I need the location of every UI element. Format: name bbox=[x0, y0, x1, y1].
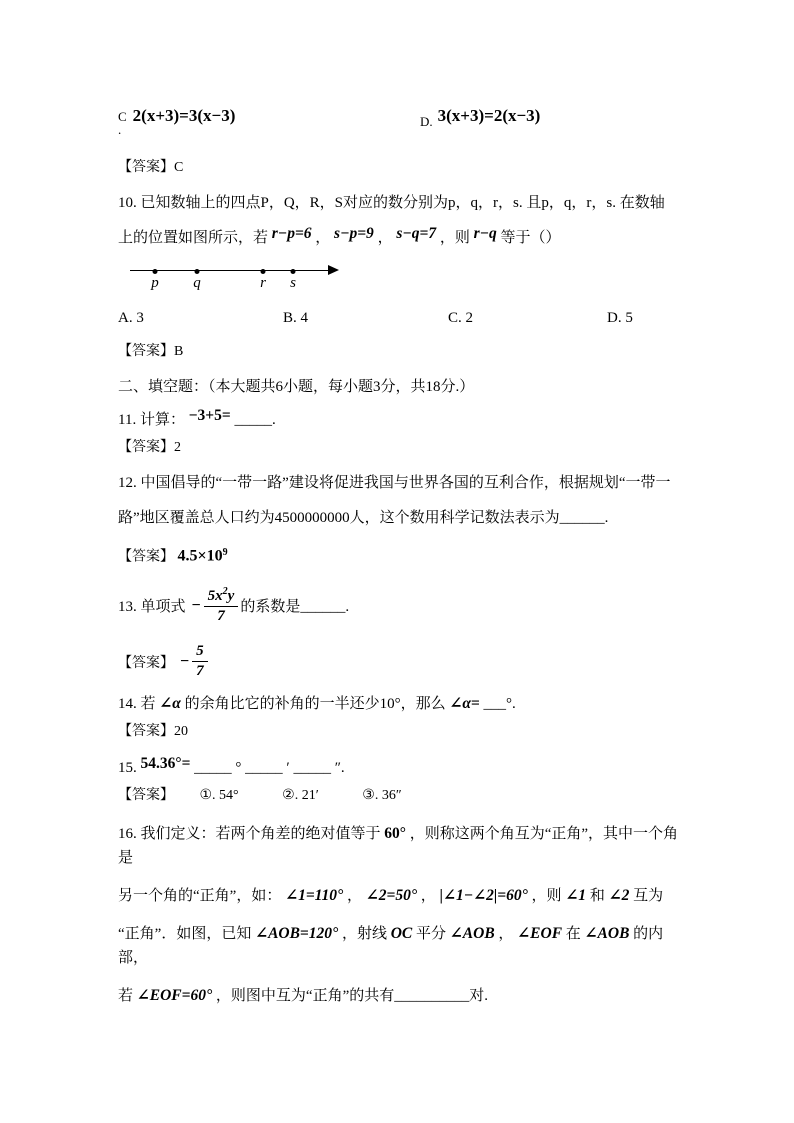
q16-l1-sixty-deg: 60° bbox=[384, 824, 406, 842]
q13-num-var: y bbox=[227, 587, 235, 604]
q13-fraction-numerator bbox=[204, 586, 239, 607]
question-16-line2 bbox=[118, 884, 682, 908]
q16-eof-eq: ∠EOF=60° bbox=[136, 986, 213, 1004]
q10-choice-b: B. 4 bbox=[283, 310, 309, 326]
number-line-arrowhead-icon bbox=[328, 265, 339, 275]
q16-l1-text-post: ，则称这两个角互为“正角”，其中一个角是 bbox=[118, 825, 679, 866]
q16-l3-in-text: 在 bbox=[565, 925, 581, 942]
q16-l3-text: “正角”．如图，已知 bbox=[118, 925, 252, 942]
q16-l3-end: 的内部， bbox=[118, 925, 664, 966]
option-c-group bbox=[118, 106, 682, 136]
option-c-formula: 2(x+3)=3(x−3) bbox=[132, 106, 236, 125]
q14-text-pre: 14. 若 bbox=[118, 695, 156, 712]
answer-q15-part2: ②. 21′ bbox=[282, 787, 319, 803]
option-d-marker: D. bbox=[420, 114, 433, 129]
page-content bbox=[118, 106, 682, 1008]
q16-l2-and: 和 bbox=[589, 887, 605, 904]
question-12-line1: 12. 中国倡导的“一带一路”建设将促进我国与世界各国的互利合作，根据规划“一带一 bbox=[118, 475, 671, 491]
question-16-line3 bbox=[118, 922, 682, 970]
q16-l2-comma2: ， bbox=[420, 887, 436, 904]
number-line-figure bbox=[130, 258, 682, 304]
q14-angle-alpha: ∠α bbox=[159, 694, 181, 712]
point-q-dot bbox=[195, 269, 200, 274]
answer-q15-part1: ①. 54° bbox=[199, 787, 239, 803]
q10-formula-sp: s−p=9 bbox=[334, 225, 374, 242]
q10-choice-c: C. 2 bbox=[448, 310, 474, 326]
q15-formula: 54.36°= bbox=[140, 754, 191, 772]
option-c-letter: C bbox=[118, 109, 127, 124]
q10-formula-rp: r−p=6 bbox=[271, 225, 312, 242]
q16-l3-bisect-text: 平分 bbox=[416, 925, 447, 942]
answer-q13-fraction bbox=[192, 643, 208, 681]
q10-comma2: ， bbox=[377, 230, 393, 246]
q15-blank1: _____ bbox=[194, 759, 232, 776]
q16-l4-if: 若 bbox=[118, 987, 134, 1004]
q10-choice-a: A. 3 bbox=[118, 310, 144, 326]
answer-q10: 【答案】B bbox=[118, 344, 184, 359]
option-d-formula: 3(x+3)=2(x−3) bbox=[437, 106, 541, 125]
q10-formula-sq: s−q=7 bbox=[396, 225, 437, 242]
q16-aob-eq: ∠AOB=120° bbox=[255, 924, 339, 942]
option-d-group bbox=[420, 106, 540, 130]
point-s-label: s bbox=[290, 275, 296, 291]
question-12-line2: 路”地区覆盖总人口约为4500000000人，这个数用科学记数法表示为______. bbox=[118, 510, 609, 526]
q16-l1-text: 16. 我们定义：若两个角差的绝对值等于 bbox=[118, 825, 381, 842]
q16-l2-then: ，则 bbox=[531, 887, 562, 904]
q13-text-post: 的系数是______. bbox=[240, 599, 350, 616]
answer-q12 bbox=[118, 541, 682, 570]
question-15 bbox=[118, 756, 682, 780]
question-16-line4 bbox=[118, 984, 682, 1008]
q15-number: 15. bbox=[118, 759, 141, 776]
q16-angle-aob2: ∠AOB bbox=[584, 924, 630, 942]
q10-text-post: 等于（） bbox=[500, 230, 561, 246]
q16-l2-end: 互为 bbox=[633, 887, 664, 904]
q13-fraction-denominator: 7 bbox=[217, 608, 225, 625]
q10-choice-d: D. 5 bbox=[607, 310, 633, 326]
q10-formula-rq: r−q bbox=[473, 225, 497, 242]
q16-angle2: ∠2 bbox=[608, 886, 630, 904]
q16-abs-diff-eq: |∠1−∠2|=60° bbox=[439, 886, 528, 904]
answer-q12-label: 【答案】 bbox=[118, 549, 174, 565]
option-c-dot: . bbox=[118, 122, 122, 137]
answer-q13-numerator: 5 bbox=[192, 643, 208, 662]
number-line-axis bbox=[130, 270, 330, 271]
q15-degree-symbol: ° bbox=[235, 759, 242, 776]
q16-angle2-eq: ∠2=50° bbox=[365, 886, 418, 904]
answer-q13-minus-sign: − bbox=[180, 652, 190, 670]
q10-comma1: ， bbox=[315, 230, 331, 246]
answer-q13-denominator: 7 bbox=[196, 663, 204, 680]
answer-q12-value: 4.5×10 bbox=[177, 547, 223, 565]
answer-q13-label: 【答案】 bbox=[118, 655, 174, 671]
q16-l2-text: 另一个角的“正角”，如： bbox=[118, 887, 282, 904]
q10-then-text: ，则 bbox=[439, 230, 470, 246]
q13-num-exponent: 2 bbox=[222, 585, 228, 597]
answer-q15-part3: ③. 36″ bbox=[362, 787, 402, 803]
q13-fraction bbox=[204, 586, 239, 626]
q11-formula: −3+5= bbox=[188, 407, 231, 424]
q16-angle1-eq: ∠1=110° bbox=[285, 886, 344, 904]
answer-q13 bbox=[118, 640, 682, 684]
q10-choices-row bbox=[118, 310, 682, 334]
q15-second-symbol: ″. bbox=[334, 759, 345, 776]
q14-angle-alpha-equals: ∠α= bbox=[449, 694, 480, 712]
q15-blank2: _____ bbox=[245, 759, 283, 776]
point-p-dot bbox=[153, 269, 158, 274]
question-11 bbox=[118, 408, 682, 432]
q10-text-pre: 上的位置如图所示，若 bbox=[118, 230, 269, 246]
q13-text-pre: 13. 单项式 bbox=[118, 599, 186, 616]
q11-blank: _____. bbox=[234, 412, 276, 428]
point-q-label: q bbox=[193, 275, 201, 291]
q16-l2-comma1: ， bbox=[347, 887, 363, 904]
q14-blank: ___°. bbox=[483, 695, 516, 712]
q15-minute-symbol: ′ bbox=[286, 759, 290, 776]
q16-l3-ray-text: ，射线 bbox=[341, 925, 387, 942]
answer-q15-label: 【答案】 bbox=[118, 787, 174, 803]
point-s-dot bbox=[291, 269, 296, 274]
q14-text-mid: 的余角比它的补角的一半还少10°，那么 bbox=[184, 695, 446, 712]
question-13 bbox=[118, 582, 682, 630]
q16-angle1: ∠1 bbox=[565, 886, 587, 904]
q11-text-pre: 11. 计算： bbox=[118, 412, 185, 428]
q16-angle-aob: ∠AOB bbox=[449, 924, 495, 942]
answer-q9: 【答案】C bbox=[118, 160, 184, 175]
q16-angle-eof: ∠EOF bbox=[517, 924, 563, 942]
q13-minus-sign: − bbox=[191, 596, 201, 614]
point-p-label: p bbox=[151, 275, 159, 291]
q9-options-row bbox=[118, 106, 682, 150]
answer-q15 bbox=[118, 786, 682, 806]
question-16-line1 bbox=[118, 822, 682, 870]
section-2-header: 二、填空题：（本大题共6小题，每小题3分，共18分.） bbox=[118, 379, 475, 395]
q16-l3-comma: ， bbox=[498, 925, 514, 942]
answer-q11: 【答案】2 bbox=[118, 440, 181, 455]
q16-l4-text-post: ，则图中互为“正角”的共有__________对. bbox=[215, 987, 488, 1004]
option-c-marker bbox=[118, 110, 127, 136]
q13-num-coeff: 5x bbox=[207, 587, 223, 604]
answer-q14: 【答案】20 bbox=[118, 723, 188, 739]
question-10-line2 bbox=[118, 226, 682, 250]
answer-q12-exponent: 9 bbox=[222, 547, 228, 558]
q16-ray-oc: OC bbox=[390, 924, 413, 942]
question-10-line1: 10. 已知数轴上的四点P，Q，R，S对应的数分别为p，q，r，s. 且p，q，r，s. 在数轴 bbox=[118, 195, 665, 211]
point-r-dot bbox=[261, 269, 266, 274]
point-r-label: r bbox=[260, 275, 266, 291]
question-14 bbox=[118, 692, 682, 716]
q15-blank3: _____ bbox=[293, 759, 331, 776]
